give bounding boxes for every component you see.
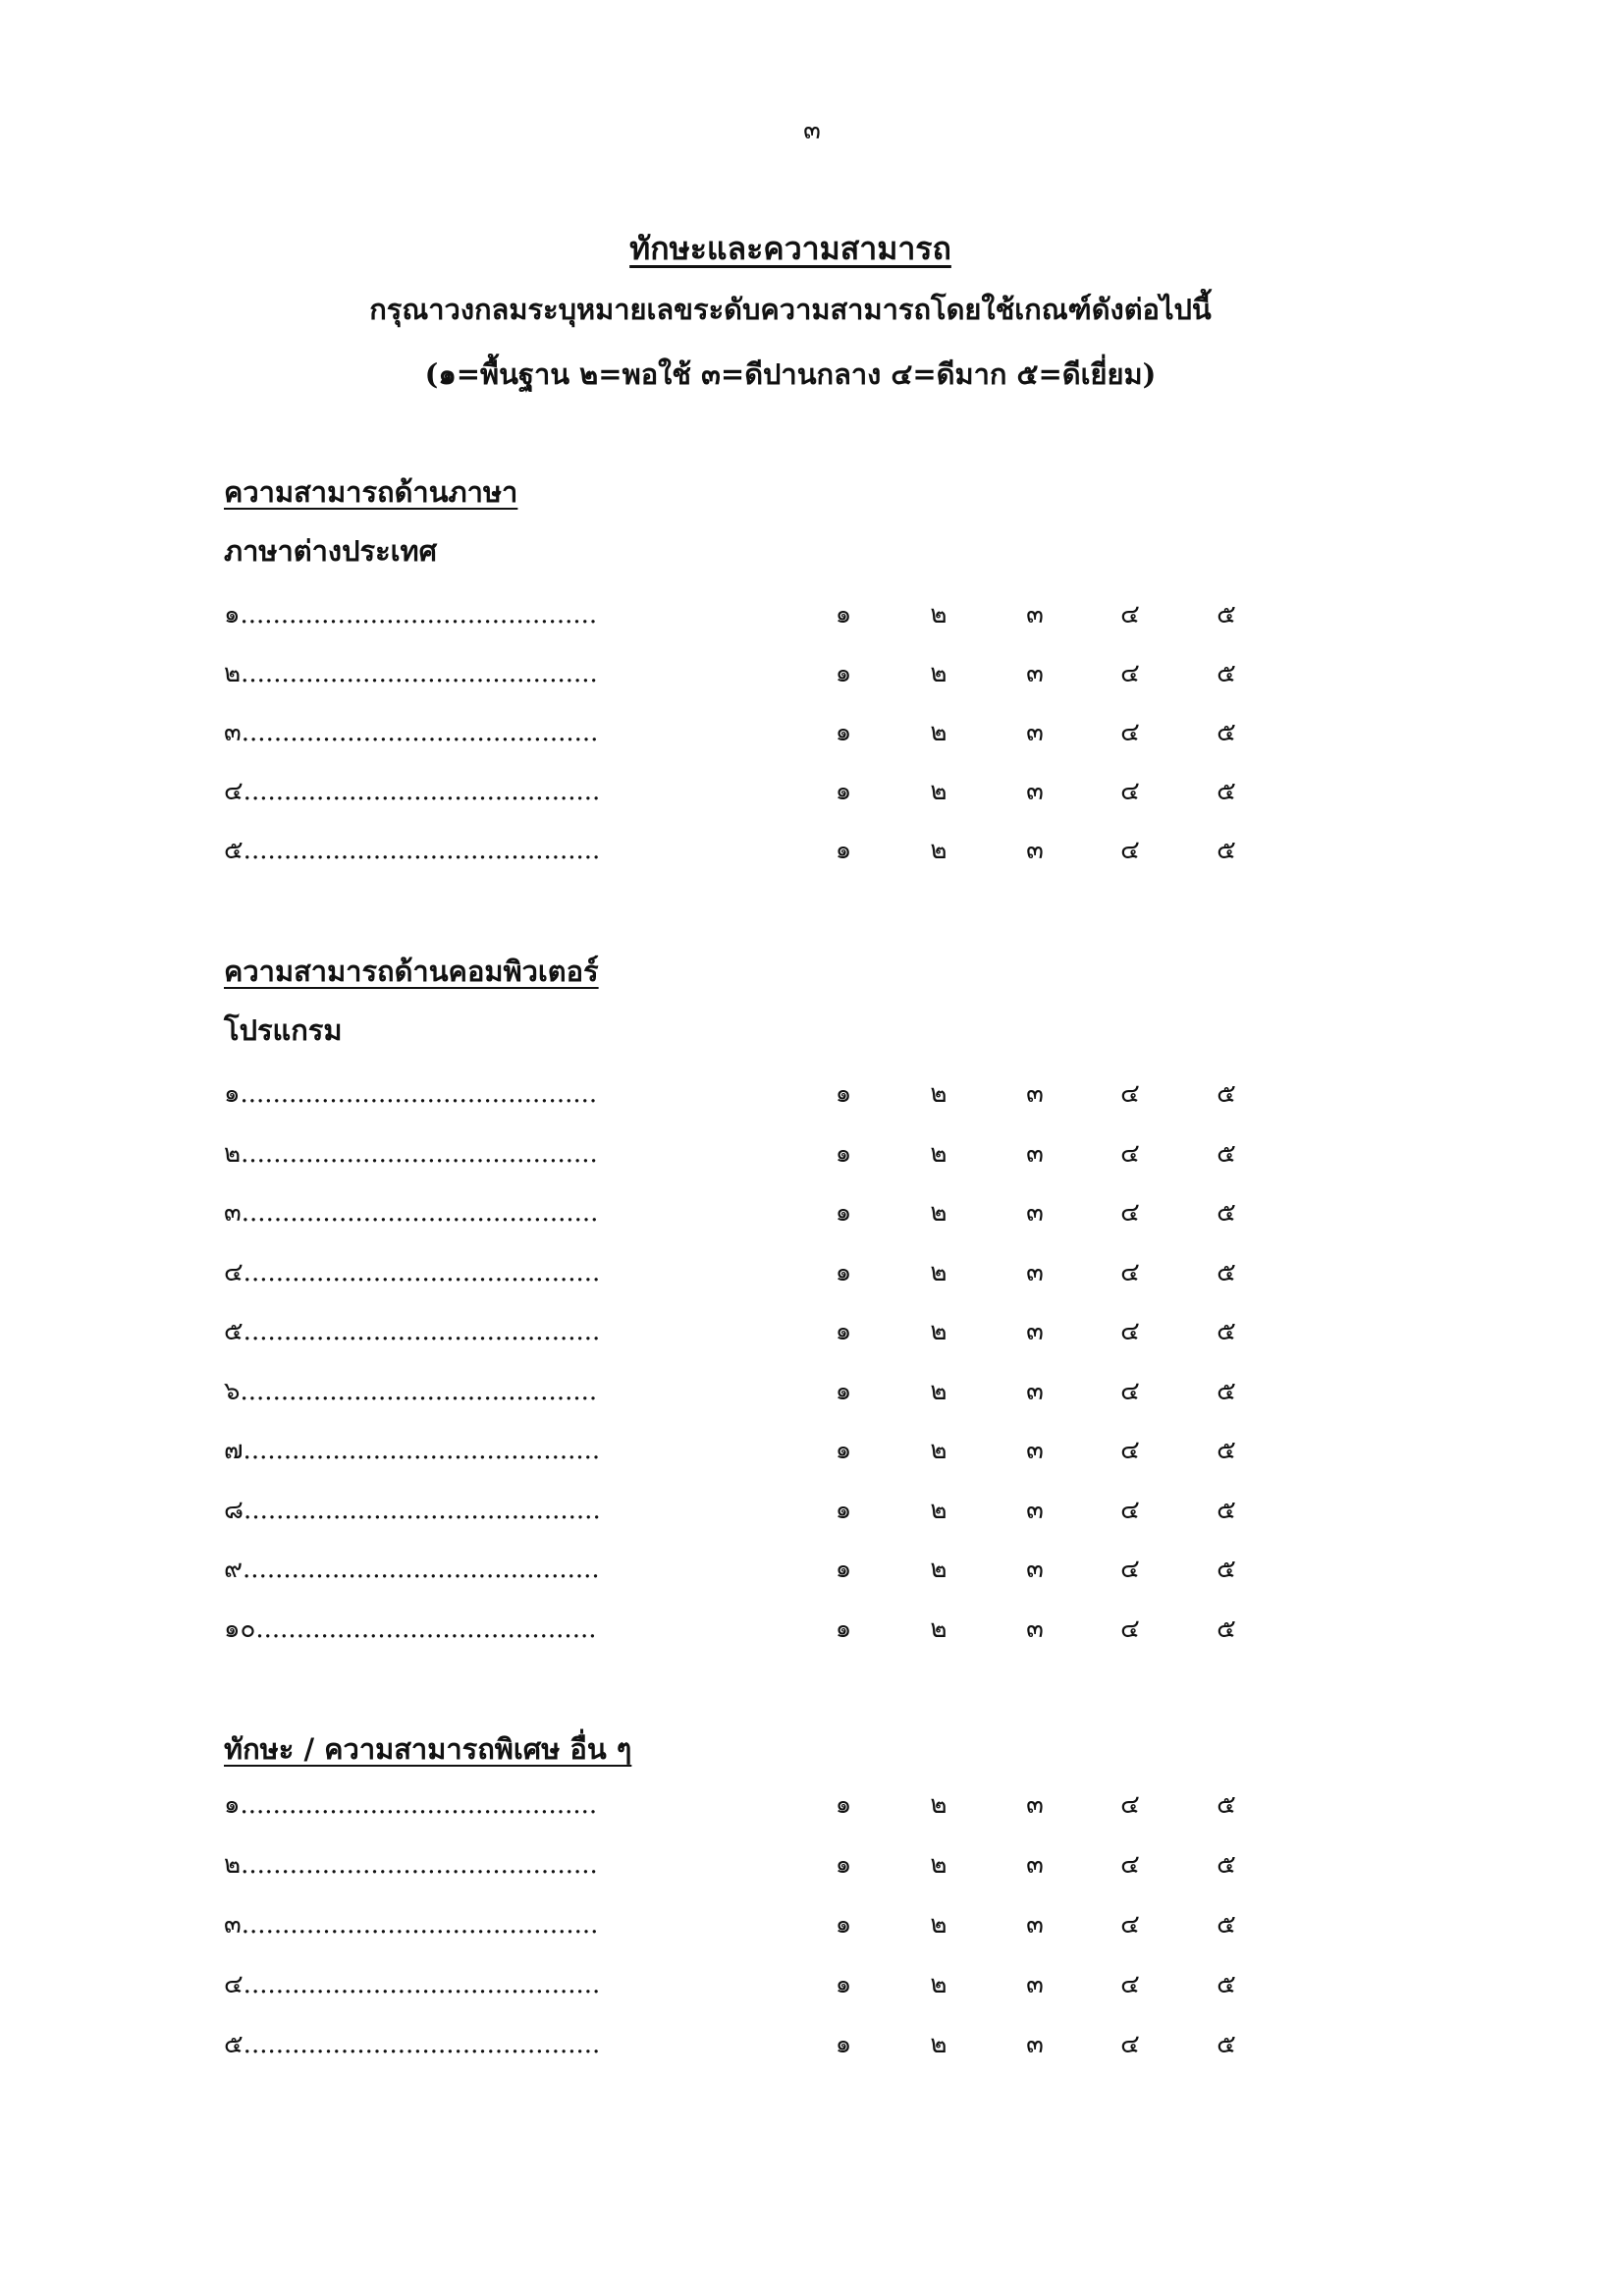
language-rating-3[interactable]: ๓ [1026,777,1044,806]
computer-rating-5[interactable]: ๕ [1217,1079,1236,1109]
foreign-language-subheading: ภาษาต่างประเทศ [224,534,438,568]
language-item-blank-2[interactable]: ๒............................................ [224,659,598,688]
computer-rating-3[interactable]: ๓ [1026,1079,1044,1109]
language-rating-1[interactable]: ๑ [835,600,852,629]
computer-rating-4[interactable]: ๔ [1120,1436,1140,1465]
computer-item-blank-5[interactable]: ๕............................................ [224,1317,601,1346]
computer-rating-5[interactable]: ๕ [1217,1376,1236,1406]
computer-rating-1[interactable]: ๑ [835,1376,852,1406]
special-skill-item-blank-2[interactable]: ๒............................................ [224,1850,598,1880]
computer-rating-5[interactable]: ๕ [1217,1555,1236,1584]
computer-row-1 [224,1073,1304,1113]
language-rating-4[interactable]: ๔ [1120,777,1140,806]
computer-row-4 [224,1252,1304,1291]
computer-item-blank-7[interactable]: ๗............................................ [224,1436,601,1465]
computer-rating-5[interactable]: ๕ [1217,1317,1236,1346]
computer-rating-2[interactable]: ๒ [930,1376,947,1406]
computer-rating-4[interactable]: ๔ [1120,1613,1140,1644]
language-rating-5[interactable]: ๕ [1217,600,1236,629]
language-item-blank-5[interactable]: ๕............................................ [224,836,601,865]
computer-rating-3[interactable]: ๓ [1026,1317,1044,1346]
special-skill-rating-3[interactable]: ๓ [1026,2030,1044,2059]
computer-rating-2[interactable]: ๒ [930,1613,947,1644]
computer-rating-5[interactable]: ๕ [1217,1198,1236,1228]
language-rating-4[interactable]: ๔ [1120,600,1140,629]
computer-rating-4[interactable]: ๔ [1120,1257,1140,1287]
computer-rating-4[interactable]: ๔ [1120,1198,1140,1228]
program-subheading: โปรแกรม [224,1013,343,1047]
special-skill-rating-2[interactable]: ๒ [930,1910,947,1940]
special-skill-rating-5[interactable]: ๕ [1217,1910,1236,1940]
special-skill-row-5 [224,2024,1304,2063]
language-rating-2[interactable]: ๒ [930,777,947,806]
computer-row-7 [224,1430,1304,1469]
computer-rating-4[interactable]: ๔ [1120,1495,1140,1525]
computer-rating-3[interactable]: ๓ [1026,1436,1044,1465]
special-skill-item-blank-4[interactable]: ๔............................................ [224,1970,601,1999]
computer-rating-3[interactable]: ๓ [1026,1495,1044,1525]
computer-rating-4[interactable]: ๔ [1120,1555,1140,1584]
computer-rating-1[interactable]: ๑ [835,1198,852,1228]
special-skill-item-blank-3[interactable]: ๓............................................ [224,1910,599,1940]
language-row-3 [224,712,1304,751]
language-section-heading: ความสามารถด้านภาษา [224,475,518,509]
computer-item-blank-10[interactable]: ๑๐.......................................... [224,1613,597,1644]
special-skill-rating-4[interactable]: ๔ [1120,1970,1140,1999]
computer-rating-3[interactable]: ๓ [1026,1257,1044,1287]
special-skill-rating-2[interactable]: ๒ [930,1850,947,1880]
computer-item-blank-6[interactable]: ๖............................................ [224,1376,598,1406]
special-skill-rating-4[interactable]: ๔ [1120,1910,1140,1940]
special-skill-rating-2[interactable]: ๒ [930,1970,947,1999]
computer-rating-2[interactable]: ๒ [930,1257,947,1287]
computer-rating-1[interactable]: ๑ [835,1436,852,1465]
language-item-blank-4[interactable]: ๔............................................ [224,777,601,806]
special-skill-rating-5[interactable]: ๕ [1217,1850,1236,1880]
computer-rating-3[interactable]: ๓ [1026,1376,1044,1406]
computer-row-9 [224,1549,1304,1588]
language-rating-1[interactable]: ๑ [835,777,852,806]
computer-rating-4[interactable]: ๔ [1120,1138,1140,1169]
special-skill-rating-1[interactable]: ๑ [835,1850,852,1880]
computer-item-blank-9[interactable]: ๙............................................ [224,1555,600,1584]
computer-rating-1[interactable]: ๑ [835,1317,852,1346]
computer-rating-5[interactable]: ๕ [1217,1138,1236,1169]
language-rating-1[interactable]: ๑ [835,836,852,865]
language-rating-2[interactable]: ๒ [930,718,947,747]
computer-item-blank-3[interactable]: ๓............................................ [224,1198,599,1228]
special-skill-row-3 [224,1904,1304,1943]
language-rating-1[interactable]: ๑ [835,659,852,688]
special-skill-rating-2[interactable]: ๒ [930,2030,947,2059]
language-rating-4[interactable]: ๔ [1120,659,1140,688]
language-rating-3[interactable]: ๓ [1026,600,1044,629]
computer-rating-2[interactable]: ๒ [930,1138,947,1169]
special-skill-rating-1[interactable]: ๑ [835,1910,852,1940]
computer-item-blank-1[interactable]: ๑............................................ [224,1079,598,1109]
language-row-4 [224,771,1304,810]
special-skill-rating-5[interactable]: ๕ [1217,2030,1236,2059]
computer-rating-5[interactable]: ๕ [1217,1495,1236,1525]
computer-rating-1[interactable]: ๑ [835,1495,852,1525]
computer-rating-3[interactable]: ๓ [1026,1138,1044,1169]
computer-rating-5[interactable]: ๕ [1217,1613,1236,1644]
language-item-blank-1[interactable]: ๑............................................ [224,600,598,629]
language-rating-5[interactable]: ๕ [1217,777,1236,806]
special-skill-rating-3[interactable]: ๓ [1026,1850,1044,1880]
computer-row-5 [224,1311,1304,1350]
instruction-text: กรุณาวงกลมระบุหมายเลขระดับความสามารถโดยใช้เกณฑ์ดังต่อไปนี้ [369,293,1212,326]
computer-rating-5[interactable]: ๕ [1217,1436,1236,1465]
computer-row-3 [224,1192,1304,1231]
special-skill-row-1 [224,1784,1304,1824]
computer-item-blank-4[interactable]: ๔............................................ [224,1257,601,1287]
computer-rating-1[interactable]: ๑ [835,1257,852,1287]
language-row-2 [224,653,1304,692]
language-rating-1[interactable]: ๑ [835,718,852,747]
computer-rating-4[interactable]: ๔ [1120,1317,1140,1346]
language-row-1 [224,594,1304,633]
language-item-blank-3[interactable]: ๓............................................ [224,718,599,747]
computer-rating-4[interactable]: ๔ [1120,1376,1140,1406]
language-rating-5[interactable]: ๕ [1217,659,1236,688]
computer-item-blank-2[interactable]: ๒............................................ [224,1138,598,1169]
scale-legend: (๑=พื้นฐาน ๒=พอใช้ ๓=ดีปานกลาง ๔=ดีมาก ๕=ดีเยี่ยม) [424,357,1157,391]
special-skill-item-blank-1[interactable]: ๑............................................ [224,1790,598,1820]
special-skill-rating-1[interactable]: ๑ [835,1790,852,1820]
language-rating-3[interactable]: ๓ [1026,718,1044,747]
page-title-text: ทักษะและความสามารถ [629,230,951,267]
special-skill-rating-2[interactable]: ๒ [930,1790,947,1820]
language-rating-4[interactable]: ๔ [1120,718,1140,747]
computer-rating-2[interactable]: ๒ [930,1555,947,1584]
special-skill-rating-4[interactable]: ๔ [1120,1850,1140,1880]
computer-row-6 [224,1371,1304,1410]
special-skill-rating-4[interactable]: ๔ [1120,2030,1140,2059]
computer-rating-1[interactable]: ๑ [835,1613,852,1644]
computer-rating-2[interactable]: ๒ [930,1436,947,1465]
computer-rating-2[interactable]: ๒ [930,1079,947,1109]
computer-rating-3[interactable]: ๓ [1026,1613,1044,1644]
language-rating-5[interactable]: ๕ [1217,836,1236,865]
computer-rating-4[interactable]: ๔ [1120,1079,1140,1109]
computer-row-10 [224,1609,1304,1648]
language-rating-5[interactable]: ๕ [1217,718,1236,747]
page-number: ๓ [803,116,821,145]
special-skill-rating-5[interactable]: ๕ [1217,1970,1236,1999]
special-skill-rating-5[interactable]: ๕ [1217,1790,1236,1820]
page-title [0,224,1581,274]
language-row-5 [224,830,1304,869]
language-rating-2[interactable]: ๒ [930,600,947,629]
computer-rating-3[interactable]: ๓ [1026,1198,1044,1228]
computer-rating-2[interactable]: ๒ [930,1495,947,1525]
special-skill-rating-3[interactable]: ๓ [1026,1970,1044,1999]
computer-row-2 [224,1133,1304,1173]
computer-item-blank-8[interactable]: ๘............................................ [224,1495,601,1525]
computer-rating-1[interactable]: ๑ [835,1079,852,1109]
special-skills-heading: ทักษะ / ความสามารถพิเศษ อื่น ๆ [224,1732,632,1766]
computer-rating-5[interactable]: ๕ [1217,1257,1236,1287]
language-rating-2[interactable]: ๒ [930,659,947,688]
special-skill-rating-1[interactable]: ๑ [835,1970,852,1999]
language-rating-3[interactable]: ๓ [1026,836,1044,865]
special-skill-rating-3[interactable]: ๓ [1026,1910,1044,1940]
special-skill-rating-4[interactable]: ๔ [1120,1790,1140,1820]
special-skill-row-2 [224,1844,1304,1884]
computer-rating-1[interactable]: ๑ [835,1555,852,1584]
computer-rating-2[interactable]: ๒ [930,1317,947,1346]
special-skill-rating-3[interactable]: ๓ [1026,1790,1044,1820]
computer-rating-2[interactable]: ๒ [930,1198,947,1228]
computer-row-8 [224,1490,1304,1529]
computer-section-heading: ความสามารถด้านคอมพิวเตอร์ [224,955,599,988]
special-skill-rating-1[interactable]: ๑ [835,2030,852,2059]
computer-rating-3[interactable]: ๓ [1026,1555,1044,1584]
computer-rating-1[interactable]: ๑ [835,1138,852,1169]
language-rating-4[interactable]: ๔ [1120,836,1140,865]
special-skill-row-4 [224,1964,1304,2003]
language-rating-2[interactable]: ๒ [930,836,947,865]
language-rating-3[interactable]: ๓ [1026,659,1044,688]
special-skill-item-blank-5[interactable]: ๕............................................ [224,2030,601,2059]
